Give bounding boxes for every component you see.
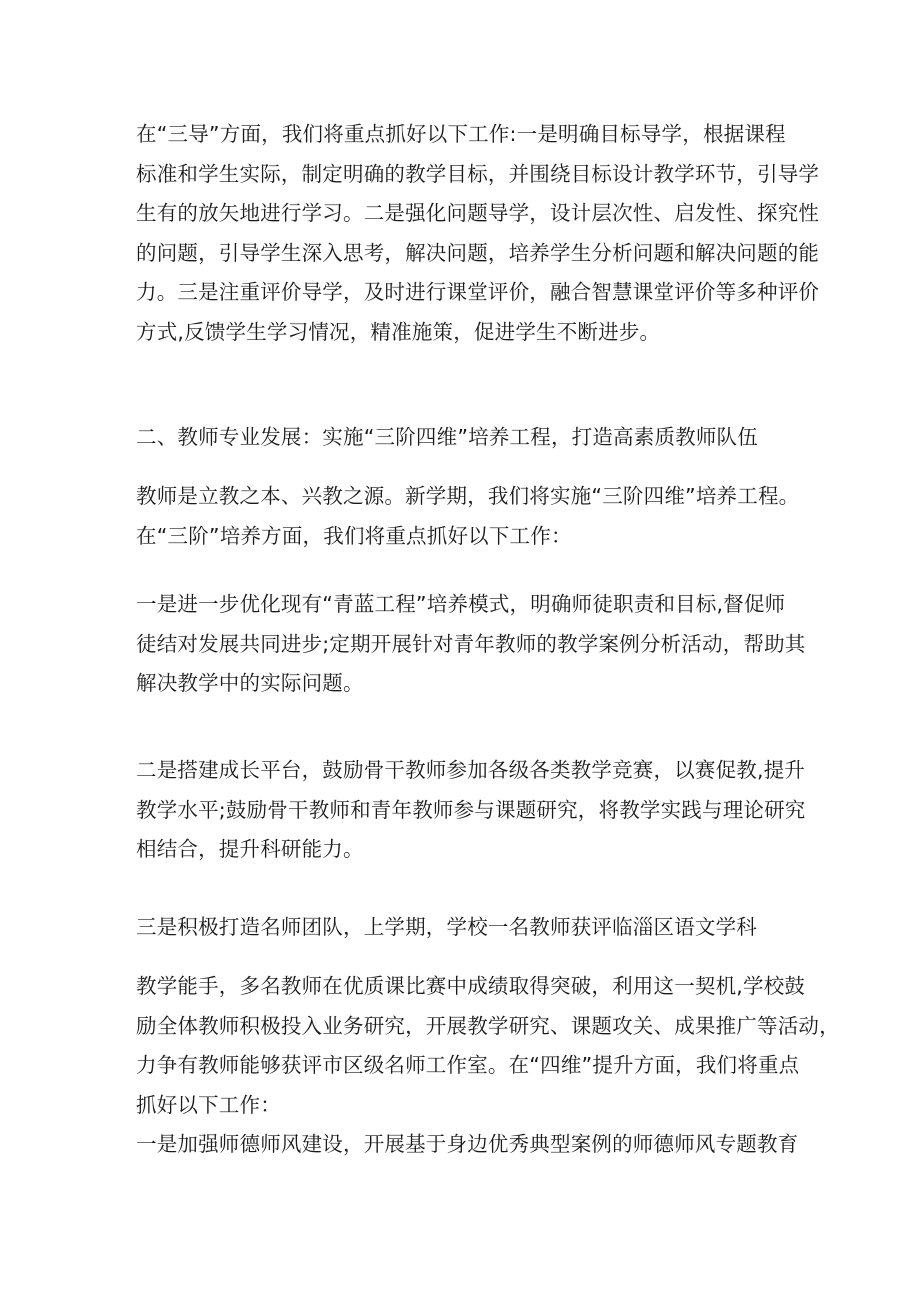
text-line: 抓好以下工作：	[136, 1092, 281, 1117]
text-line: 的问题，引导学生深入思考，解决问题，培养学生分析问题和解决问题的能	[136, 240, 820, 265]
paragraph-continuation	[136, 967, 840, 1125]
text-line: 生有的放矢地进行学习。二是强化问题导学，设计层次性、启发性、探究性	[136, 201, 820, 225]
text-line: 教学水平;鼓励骨干教师和青年教师参与课题研究，将教学实践与理论研究	[136, 797, 806, 822]
text-line: 解决教学中的实际问题。	[136, 671, 364, 695]
paragraph-item-three	[136, 908, 796, 948]
text-line: 教师是立教之本、兴教之源。新学期，我们将实施“三阶四维”培养工程。	[136, 484, 800, 508]
paragraph-item-two	[136, 751, 806, 870]
text-line: 力。三是注重评价导学，及时进行课堂评价，融合智慧课堂评价等多种评价	[136, 280, 820, 304]
text-line: 励全体教师积极投入业务研究，开展教学研究、课题攻关、成果推广等活动，	[136, 1013, 840, 1038]
paragraph-intro	[136, 477, 800, 556]
heading-line: 二、教师专业发展：实施“三阶四维”培养工程，打造高素质教师队伍	[136, 425, 758, 449]
text-line: 标准和学生实际，制定明确的教学目标，并围绕目标设计教学环节，引导学	[136, 161, 820, 186]
text-line: 在“三阶”培养方面，我们将重点抓好以下工作：	[136, 523, 572, 548]
text-line: 教学能手，多名教师在优质课比赛中成绩取得突破，利用这一契机,学校鼓	[136, 974, 806, 998]
text-line: 一是进一步优化现有“青蓝工程”培养模式，明确师徒职责和目标,督促师	[136, 592, 786, 616]
text-line: 相结合，提升科研能力。	[136, 837, 364, 861]
text-line: 方式,反馈学生学习情况，精准施策，促进学生不断进步。	[136, 319, 661, 344]
text-line: 一是加强师德师风建设，开展基于身边优秀典型案例的师德师风专题教育	[136, 1132, 799, 1156]
text-line: 三是积极打造名师团队，上学期，学校一名教师获评临淄区语文学科	[136, 915, 757, 939]
text-line: 徒结对发展共同进步;定期开展针对青年教师的教学案例分析活动，帮助其	[136, 631, 806, 656]
paragraph-item-one	[136, 585, 806, 704]
section-heading	[136, 418, 796, 458]
text-line: 力争有教师能够获评市区级名师工作室。在“四维”提升方面，我们将重点	[136, 1053, 800, 1077]
paragraph-four-dimensions	[136, 1125, 799, 1165]
paragraph-san-dao	[136, 115, 820, 352]
text-line: 在“三导”方面，我们将重点抓好以下工作:一是明确目标导学，根据课程	[136, 122, 786, 146]
text-line: 二是搭建成长平台，鼓励骨干教师参加各级各类教学竞赛，以赛促教,提升	[136, 758, 806, 782]
